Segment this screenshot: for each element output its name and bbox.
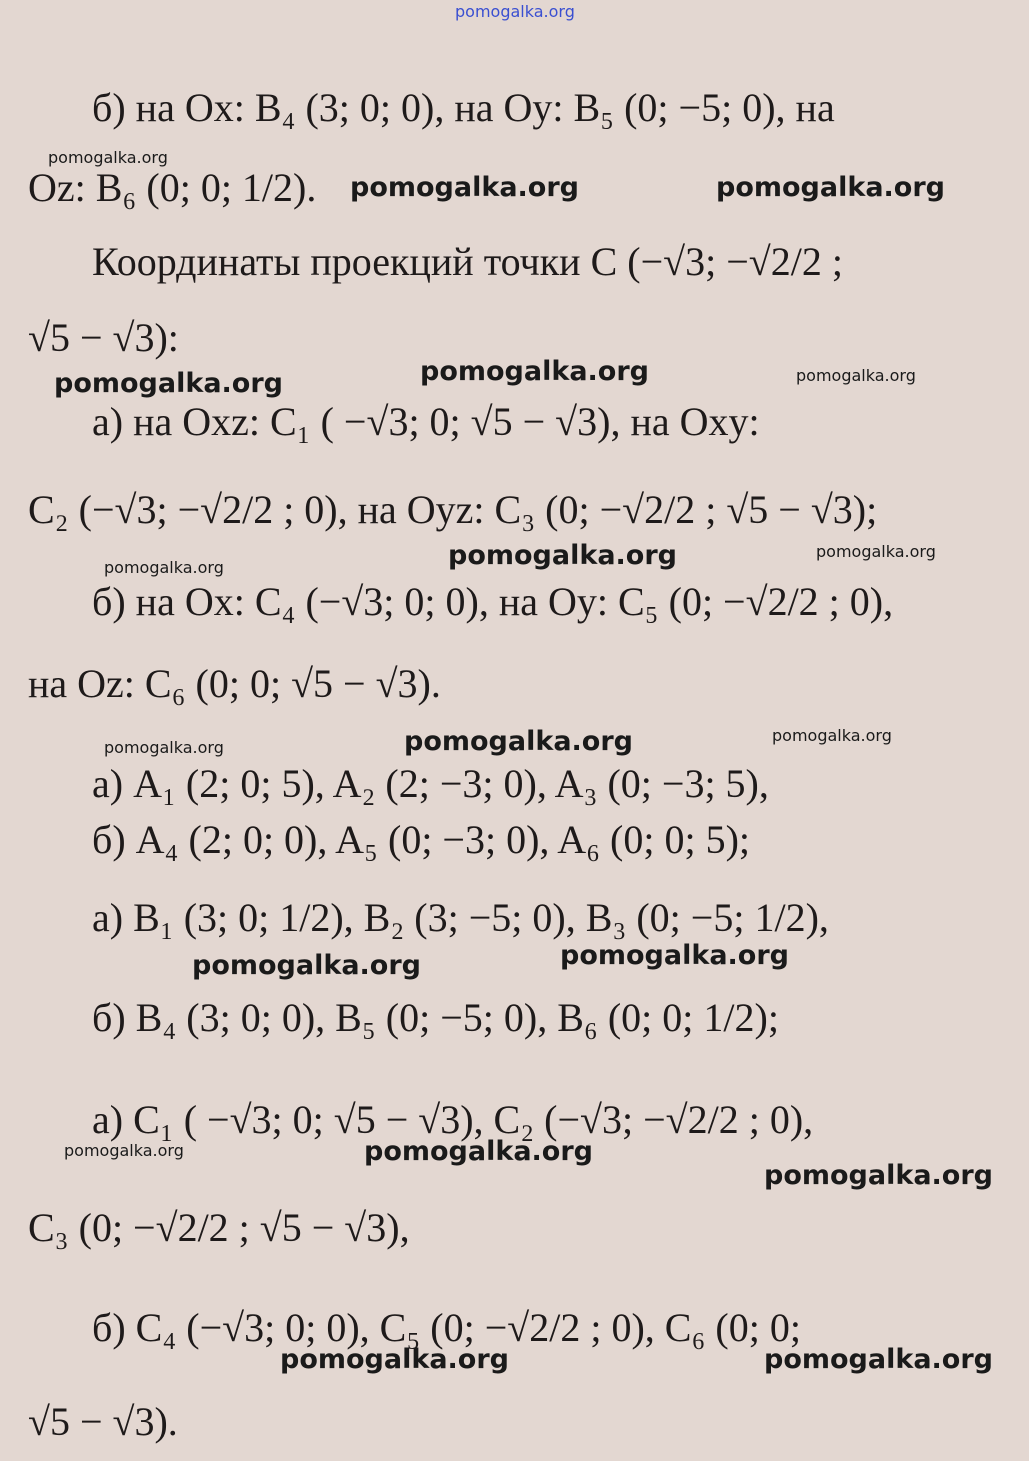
watermark: pomogalka.org (420, 356, 649, 387)
text-line-15: б) C₄ (−√3; 0; 0), C₅ (0; −√2/2 ; 0), C₆ (0; 0; (92, 1305, 801, 1350)
watermark: pomogalka.org (796, 366, 916, 385)
text-line-14: C₃ (0; −√2/2 ; √5 − √3), (28, 1205, 410, 1250)
text-line-1: б) на Ox: B₄ (3; 0; 0), на Oy: B₅ (0; −5; 0), на (92, 85, 835, 130)
watermark: pomogalka.org (364, 1136, 593, 1167)
text-line-13: а) C₁ ( −√3; 0; √5 − √3), C₂ (−√3; −√2/2 ; 0), (92, 1097, 814, 1142)
watermark: pomogalka.org (764, 1160, 993, 1191)
text-line-4: √5 − √3): (28, 315, 179, 360)
watermark: pomogalka.org (54, 368, 283, 399)
watermark: pomogalka.org (448, 540, 677, 571)
watermark: pomogalka.org (404, 726, 633, 757)
watermark: pomogalka.org (280, 1344, 509, 1375)
text-line-10: б) A₄ (2; 0; 0), A₅ (0; −3; 0), A₆ (0; 0; 5); (92, 817, 751, 862)
text-line-2: Oz: B₆ (0; 0; 1/2). (28, 165, 317, 210)
text-line-3: Координаты проекций точки C (−√3; −√2/2 ; (92, 239, 843, 284)
text-line-9: а) A₁ (2; 0; 5), A₂ (2; −3; 0), A₃ (0; −3; 5), (92, 761, 769, 806)
text-line-6: C₂ (−√3; −√2/2 ; 0), на Oyz: C₃ (0; −√2/2 ; √5 − √3); (28, 487, 878, 532)
watermark: pomogalka.org (350, 172, 579, 203)
watermark: pomogalka.org (192, 950, 421, 981)
watermark: pomogalka.org (764, 1344, 993, 1375)
text-line-8: на Oz: C₆ (0; 0; √5 − √3). (28, 661, 441, 706)
text-line-11: а) B₁ (3; 0; 1/2), B₂ (3; −5; 0), B₃ (0; −5; 1/2), (92, 895, 829, 940)
text-line-5: а) на Oxz: C₁ ( −√3; 0; √5 − √3), на Oxy: (92, 399, 760, 444)
watermark: pomogalka.org (48, 148, 168, 167)
watermark: pomogalka.org (716, 172, 945, 203)
text-line-12: б) B₄ (3; 0; 0), B₅ (0; −5; 0), B₆ (0; 0; 1/2); (92, 995, 779, 1040)
watermark: pomogalka.org (560, 940, 789, 971)
text-line-7: б) на Ox: C₄ (−√3; 0; 0), на Oy: C₅ (0; −√2/2 ; 0), (92, 579, 894, 624)
watermark: pomogalka.org (104, 738, 224, 757)
watermark: pomogalka.org (816, 542, 936, 561)
watermark: pomogalka.org (772, 726, 892, 745)
site-header-link[interactable]: pomogalka.org (455, 2, 575, 21)
watermark: pomogalka.org (64, 1141, 184, 1160)
watermark: pomogalka.org (104, 558, 224, 577)
text-line-16: √5 − √3). (28, 1399, 178, 1444)
